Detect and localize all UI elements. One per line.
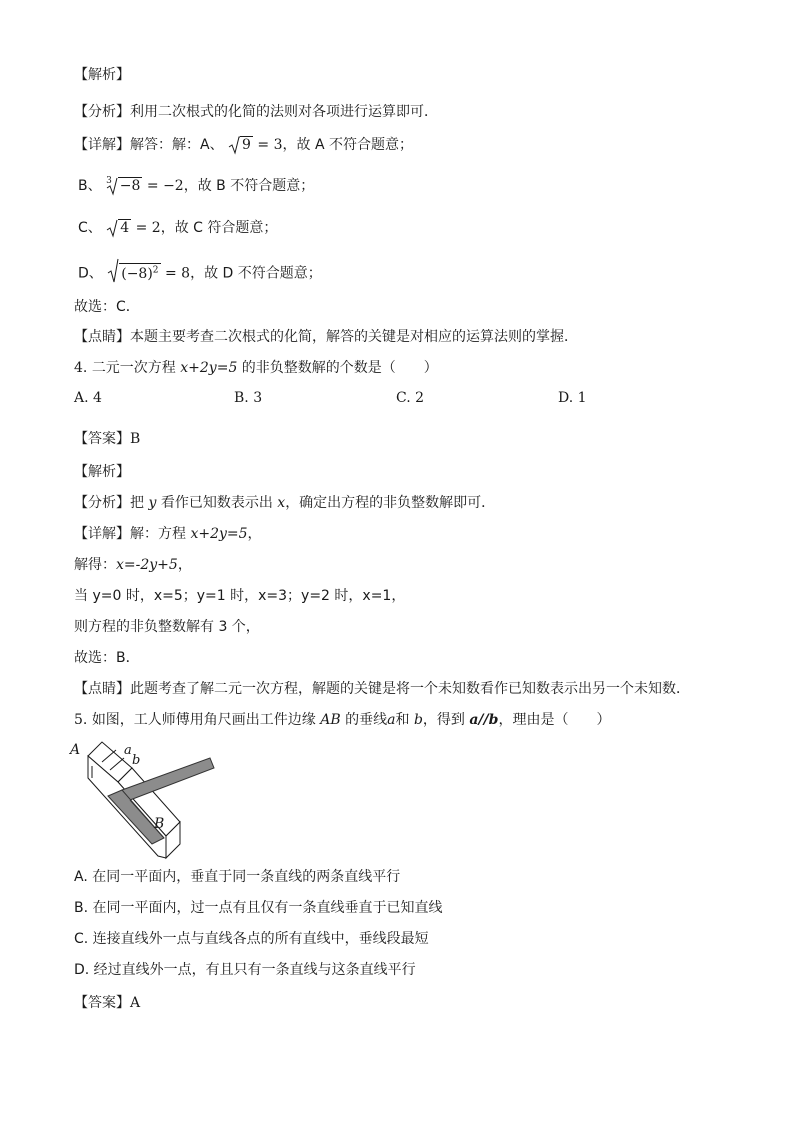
sqrt-4: 4 [106,218,131,238]
q4-analysis-heading: 【解析】 [74,464,130,480]
cube-root-index: 3 [106,176,112,186]
q3-analysis-heading: 【解析】 [74,67,130,83]
q5-stem: 5. 如图，工人师傅用角尺画出工件边缘 AB 的垂线a和 b，得到 a//b，理由是（ ） [74,712,611,728]
answer-tag: 【答案】 [74,431,130,447]
label-A: A [70,742,81,758]
fenxi-text: 利用二次根式的化简的法则对各项进行运算即可． [130,104,438,120]
label-B: B [154,816,165,832]
q5-answer-line: 【答案】A [74,995,141,1011]
xiangjie-tag: 【详解】 [74,137,130,153]
q4-count-line: 则方程的非负整数解有 3 个， [74,619,260,635]
q4-answer-line [74,429,140,449]
fenxi-tag: 【分析】 [74,104,130,120]
q5-option-a[interactable]: A. 在同一平面内，垂直于同一条直线的两条直线平行 [74,869,401,885]
q4-option-d[interactable]: D. 1 [558,390,587,406]
q4-solve-line: 解得：x=-2y+5， [74,557,192,573]
q4-answer: B [130,431,141,447]
q4-stem: 4. 二元一次方程 x+2y=5 的非负整数解的个数是（ ） [74,360,438,376]
workpiece-diagram [68,738,228,864]
q3-detail-line-a: 【详解】解答：解：A、 9 = 3，故 A 不符合题意； [74,135,413,155]
q5-answer: A [130,995,141,1011]
q3-fenxi-line [74,102,438,122]
q3-detail-line-b: B、 $^3$ −8 = −2，故 B 不符合题意； [78,176,315,194]
sqrt-9: 9 [228,135,253,155]
q3-dianjing-line: 【点睛】本题主要考查二次根式的化简，解答的关键是对相应的运算法则的掌握． [74,329,578,345]
q4-xiangjie-line: 【详解】解：方程 x+2y=5， [74,526,262,542]
q5-option-c[interactable]: C. 连接直线外一点与直线各点的所有直线中，垂线段最短 [74,931,429,947]
q4-option-a[interactable]: A. 4 [74,390,102,406]
q4-cases-line: 当 y=0 时，x=5；y=1 时，x=3；y=2 时，x=1， [74,588,406,604]
label-a: a [124,743,132,758]
q4-choose: 故选：B． [74,650,140,666]
q5-figure [68,738,228,864]
q5-option-b[interactable]: B. 在同一平面内，过一点有且仅有一条直线垂直于已知直线 [74,900,443,916]
sqrt-neg8-squared: $(-8)^2$ [107,258,160,286]
q4-option-b[interactable]: B. 3 [234,390,263,406]
q4-fenxi-line: 【分析】把 y 看作已知数表示出 x，确定出方程的非负整数解即可． [74,495,496,511]
cbrt-neg8: −8 [106,176,143,196]
q5-option-d[interactable]: D. 经过直线外一点，有且只有一条直线与这条直线平行 [74,962,416,978]
label-b: b [132,753,141,768]
dianjing-tag: 【点睛】 [74,329,130,345]
q3-detail-line-d: D、 $(-8)^2 = 8$，故 D 不符合题意； [78,258,322,286]
q3-detail-line-c: C、 4 = 2，故 C 符合题意； [78,220,278,236]
q3-choose: 故选：C． [74,299,140,315]
q4-dianjing-line: 【点睛】此题考查了解二元一次方程，解题的关键是将一个未知数看作已知数表示出另一个未知数． [74,681,690,697]
q4-option-c[interactable]: C. 2 [396,390,425,406]
